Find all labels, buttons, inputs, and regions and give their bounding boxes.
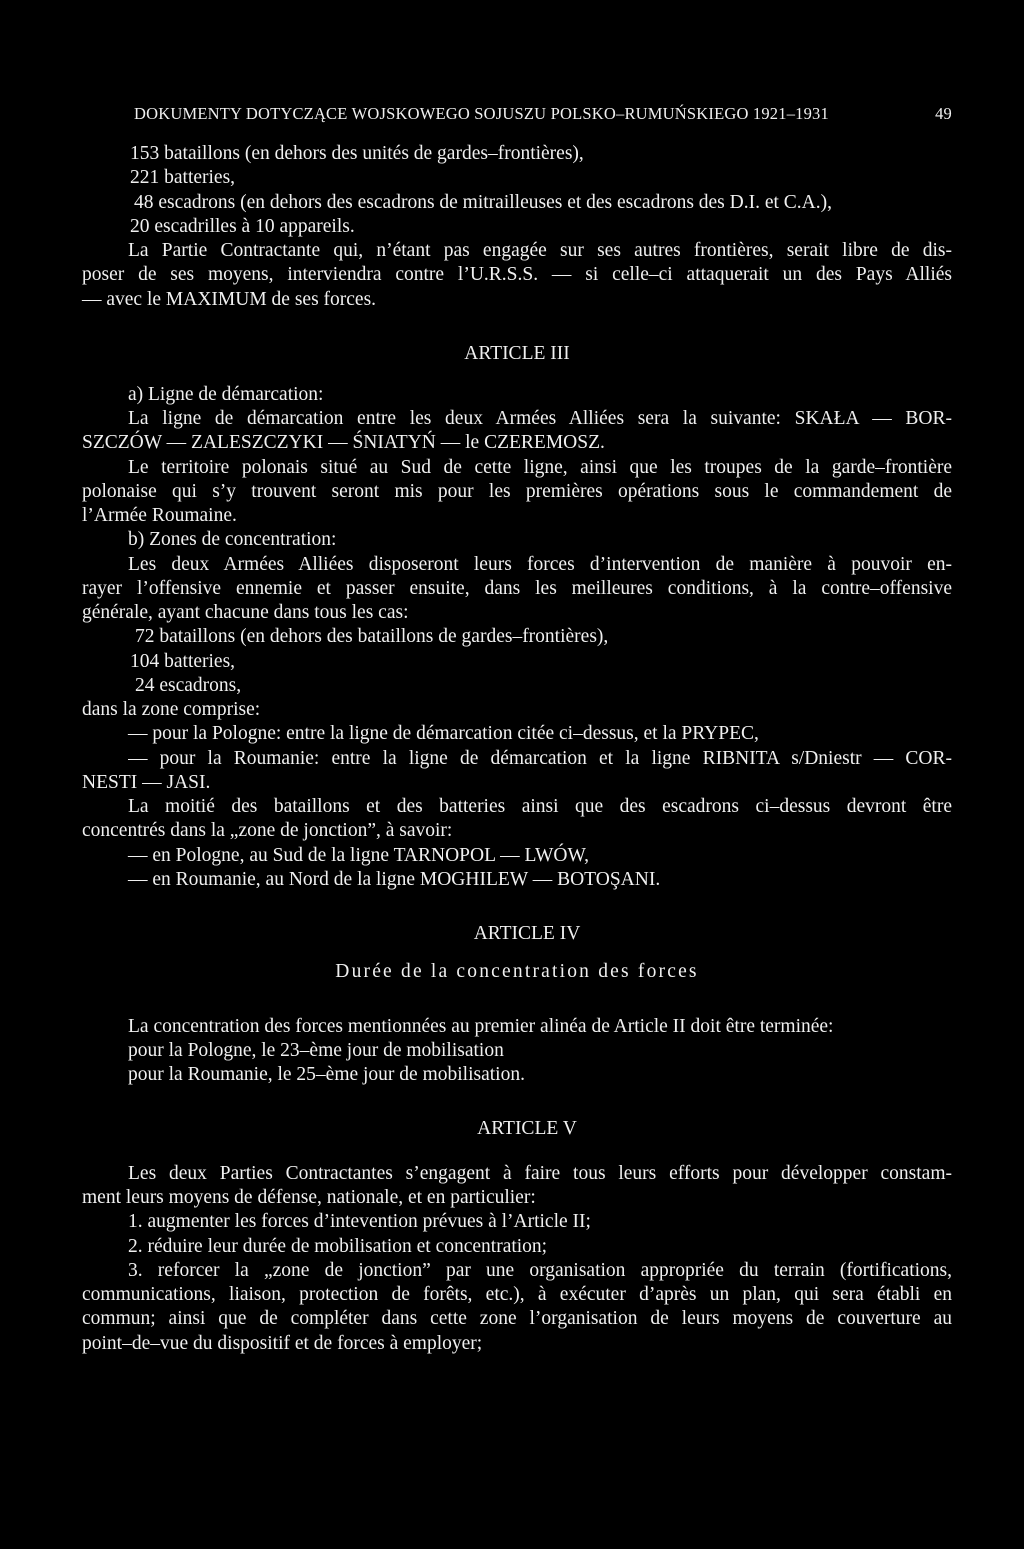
list-item: 104 batteries, [130,651,236,672]
list-item: — pour la Roumanie: entre la ligne de démarcation et la ligne RIBNITA s/Dniestr — COR- [128,748,952,769]
paragraph-line: point–de–vue du dispositif et de forces à employer; [82,1333,483,1354]
paragraph-line: NESTI — JASI. [82,772,211,793]
paragraph-line: La Partie Contractante qui, n’étant pas engagée sur ses autres frontières, serait libre de dis- [128,240,952,261]
paragraph-line: Les deux Parties Contractantes s’engagent à faire tous leurs efforts pour développer constam- [128,1163,952,1184]
list-item: 3. reforcer la „zone de jonction” par une organisation appropriée du terrain (fortifications, [128,1260,952,1281]
paragraph-line: ment leurs moyens de défense, nationale, et en particulier: [82,1187,536,1208]
paragraph-line: — avec le MAXIMUM de ses forces. [82,289,377,310]
paragraph-line: commun; ainsi que de compléter dans cette zone l’organisation de leurs moyens de couverture au [82,1308,952,1329]
paragraph-line: Les deux Armées Alliées disposeront leurs forces d’intervention de manière à pouvoir en- [128,554,952,575]
list-item: — en Roumanie, au Nord de la ligne MOGHILEW — BOTOŞANI. [128,869,661,890]
section-heading: b) Zones de concentration: [128,529,337,550]
paragraph-line: La concentration des forces mentionnées au premier alinéa de Article II doit être terminée: [128,1016,834,1037]
paragraph-line: communications, liaison, protection de forêts, etc.), à exécuter d’après un plan, qui sera établi en [82,1284,952,1305]
article-subtitle: Durée de la concentration des forces [335,961,699,982]
list-item: 221 batteries, [130,167,236,188]
list-item: 1. augmenter les forces d’intevention prévues à l’Article II; [128,1211,591,1232]
section-heading: a) Ligne de démarcation: [128,384,324,405]
article-heading: ARTICLE IV [473,923,581,944]
paragraph-line: rayer l’offensive ennemie et passer ensuite, dans les meilleures conditions, à la contre–offensive [82,578,952,599]
paragraph-line: SZCZÓW — ZALESZCZYKI — ŚNIATYŃ — le CZEREMOSZ. [82,432,605,453]
list-item: 72 bataillons (en dehors des bataillons de gardes–frontières), [135,626,609,647]
list-item: 2. réduire leur durée de mobilisation et concentration; [128,1236,548,1257]
paragraph-line: La moitié des bataillons et des batteries ainsi que des escadrons ci–dessus devront être [128,796,952,817]
paragraph-line: générale, ayant chacune dans tous les cas: [82,602,409,623]
paragraph-line: La ligne de démarcation entre les deux Armées Alliées sera la suivante: SKAŁA — BOR- [128,408,952,429]
paragraph-line: dans la zone comprise: [82,699,261,720]
list-item: 24 escadrons, [135,675,242,696]
list-item: 20 escadrilles à 10 appareils. [130,216,355,237]
list-item: 48 escadrons (en dehors des escadrons de mitrailleuses et des escadrons des D.I. et C.A.), [134,192,833,213]
paragraph-line: concentrés dans la „zone de jonction”, à savoir: [82,820,453,841]
list-item: — pour la Pologne: entre la ligne de démarcation citée ci–dessus, et la PRYPEC, [128,723,759,744]
running-header [82,102,952,125]
article-heading: ARTICLE V [477,1118,577,1139]
list-item: 153 bataillons (en dehors des unités de gardes–frontières), [130,143,584,164]
article-heading: ARTICLE III [464,343,570,364]
paragraph-line: pour la Roumanie, le 25–ème jour de mobilisation. [128,1064,525,1085]
paragraph-line: polonaise qui s’y trouvent seront mis pour les premières opérations sous le commandement de [82,481,952,502]
page-number: 49 [935,104,952,123]
paragraph-line: pour la Pologne, le 23–ème jour de mobilisation [128,1040,504,1061]
paragraph-line: l’Armée Roumaine. [82,505,237,526]
paragraph-line: poser de ses moyens, interviendra contre l’U.R.S.S. — si celle–ci attaquerait un des Pays Alliés [82,264,952,285]
header-title: DOKUMENTY DOTYCZĄCE WOJSKOWEGO SOJUSZU POLSKO–RUMUŃSKIEGO 1921–1931 [134,104,829,123]
list-item: — en Pologne, au Sud de la ligne TARNOPOL — LWÓW, [128,845,589,866]
paragraph-line: Le territoire polonais situé au Sud de cette ligne, ainsi que les troupes de la garde–frontière [128,457,952,478]
